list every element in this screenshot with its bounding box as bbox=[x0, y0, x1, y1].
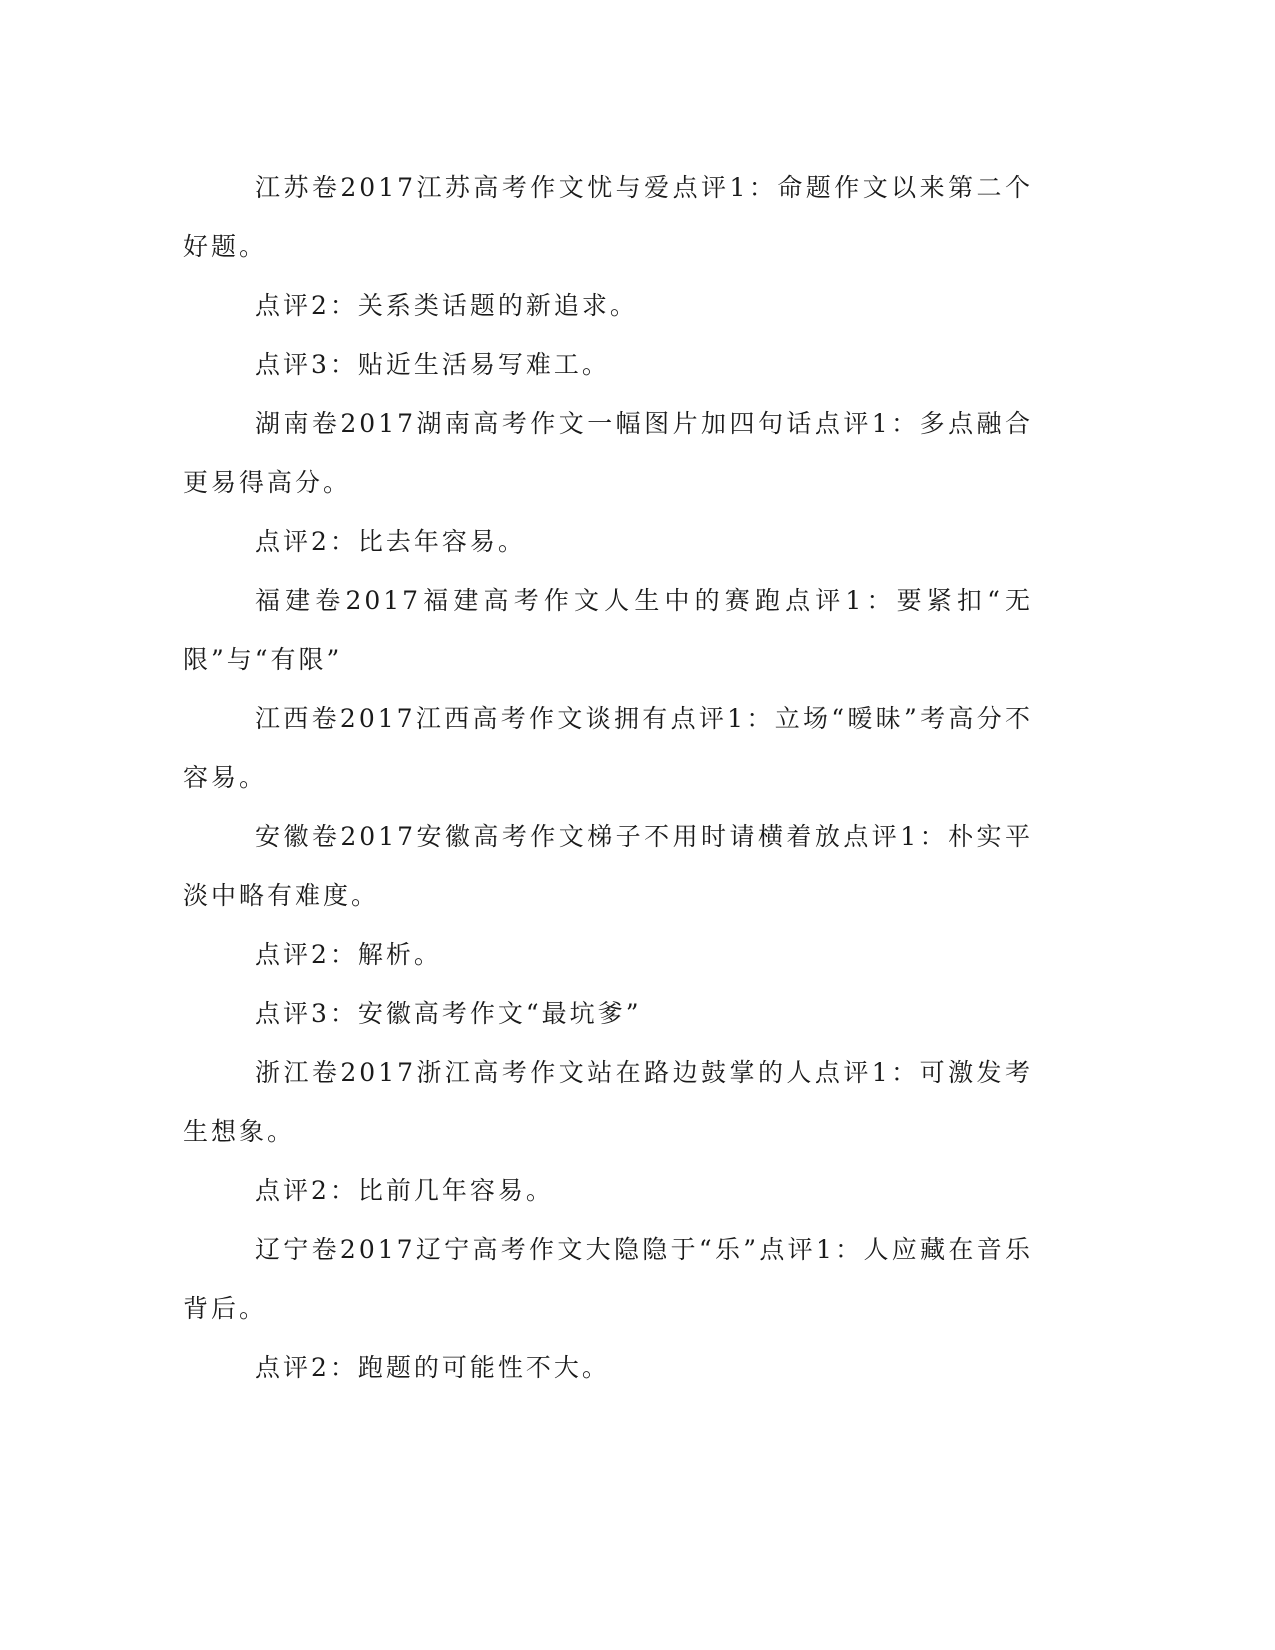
paragraph-jiangsu-review-2: 点评2：关系类话题的新追求。 bbox=[255, 291, 638, 320]
paragraph-liaoning-review-1: 辽宁卷2017辽宁高考作文大隐隐于“乐”点评1：人应藏在音乐背后。 bbox=[183, 1235, 1033, 1323]
paragraph-hunan-review-2: 点评2：比去年容易。 bbox=[255, 527, 526, 556]
paragraph-anhui-review-1: 安徽卷2017安徽高考作文梯子不用时请横着放点评1：朴实平淡中略有难度。 bbox=[183, 822, 1033, 910]
paragraph-jiangsu-review-3: 点评3：贴近生活易写难工。 bbox=[255, 350, 610, 379]
paragraph-zhejiang-review-2: 点评2：比前几年容易。 bbox=[255, 1176, 554, 1205]
paragraph-jiangxi-review-1: 江西卷2017江西高考作文谈拥有点评1：立场“暧昧”考高分不容易。 bbox=[183, 704, 1033, 792]
paragraph-hunan-review-1: 湖南卷2017湖南高考作文一幅图片加四句话点评1：多点融合更易得高分。 bbox=[183, 409, 1033, 497]
document-body bbox=[183, 158, 1033, 1397]
paragraph-anhui-review-2: 点评2：解析。 bbox=[255, 940, 442, 969]
paragraph-liaoning-review-2: 点评2：跑题的可能性不大。 bbox=[255, 1353, 610, 1382]
paragraph-jiangsu-review-1: 江苏卷2017江苏高考作文忧与爱点评1：命题作文以来第二个好题。 bbox=[183, 173, 1033, 261]
paragraph-anhui-review-3: 点评3：安徽高考作文“最坑爹” bbox=[255, 999, 642, 1028]
paragraph-fujian-review-1: 福建卷2017福建高考作文人生中的赛跑点评1：要紧扣“无限”与“有限” bbox=[183, 586, 1033, 674]
paragraph-zhejiang-review-1: 浙江卷2017浙江高考作文站在路边鼓掌的人点评1：可激发考生想象。 bbox=[183, 1058, 1033, 1146]
